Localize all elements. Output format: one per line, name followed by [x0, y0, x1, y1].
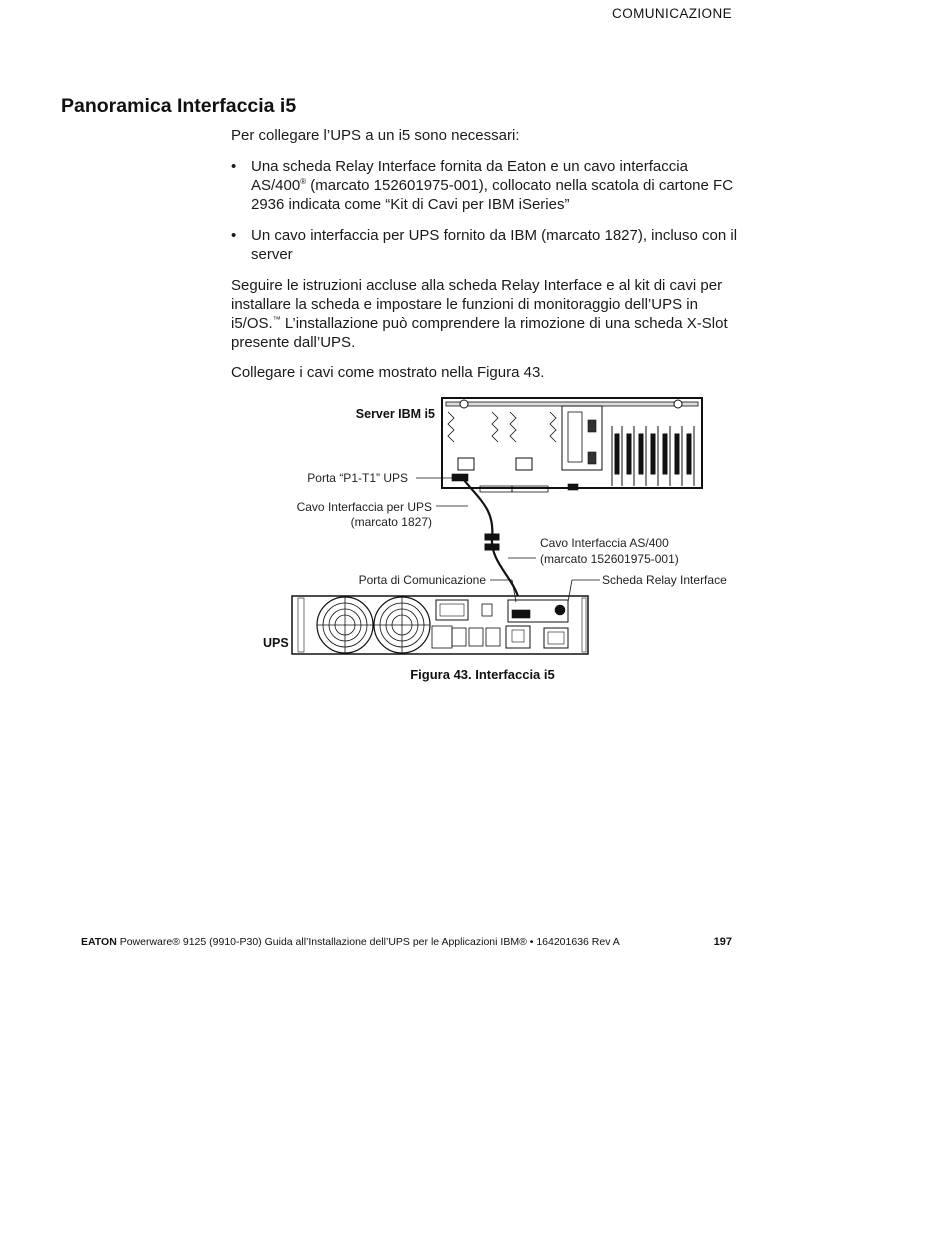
running-header: COMUNICAZIONE	[612, 6, 732, 21]
cables	[464, 480, 522, 614]
label-as400-line1: Cavo Interfaccia AS/400	[540, 536, 669, 550]
list-item-text-a: Una scheda Relay Interface fornita da Eaton e un cavo interfaccia AS/400	[251, 158, 688, 194]
label-ups-cable-line2: (marcato 1827)	[350, 515, 432, 529]
connect-paragraph: Collegare i cavi come mostrato nella Figura 43.	[231, 364, 545, 381]
label-port: Porta “P1-T1” UPS	[307, 471, 408, 485]
list-item	[231, 226, 741, 264]
intro-paragraph: Per collegare l’UPS a un i5 sono necessari:	[231, 127, 520, 144]
trademark-mark: ™	[272, 315, 281, 324]
label-as400-line2: (marcato 152601975-001)	[540, 552, 679, 566]
footer-brand: EATON	[81, 936, 117, 948]
server-chassis	[442, 398, 702, 492]
ups-unit	[292, 596, 588, 654]
section-title: Panoramica Interfaccia i5	[61, 95, 297, 117]
label-ups: UPS	[263, 636, 289, 650]
footer-text: Powerware® 9125 (9910-P30) Guida all’Installazione dell’UPS per le Applicazioni IBM® • 164201636 Rev A	[119, 936, 620, 948]
instructions-text-a: Seguire le istruzioni accluse alla scheda Relay Interface e al kit di cavi per installare la scheda e impostare le funzioni di monitoraggio dell’UPS in i5/OS.	[231, 277, 723, 332]
bullet-dot: •	[231, 158, 237, 175]
list-item-text-a: Un cavo interfaccia per UPS fornito da IBM (marcato 1827), incluso con il server	[251, 227, 738, 263]
page-footer	[81, 936, 620, 948]
label-comm-port: Porta di Comunicazione	[358, 573, 486, 587]
label-ups-cable-line1: Cavo Interfaccia per UPS	[296, 500, 432, 514]
instructions-paragraph	[231, 276, 741, 352]
figure-caption: Figura 43. Interfaccia i5	[410, 667, 555, 682]
label-server: Server IBM i5	[355, 407, 435, 421]
label-relay-card: Scheda Relay Interface	[602, 573, 727, 587]
list-item-text-b: (marcato 152601975-001), collocato nella scatola di cartone FC 2936 indicata come “Kit di Cavi per IBM iSeries”	[251, 177, 734, 213]
bullet-dot: •	[231, 227, 237, 244]
i5-connection-diagram	[250, 390, 730, 670]
page-number: 197	[713, 936, 732, 948]
instructions-text-b: L’installazione può comprendere la rimozione di una scheda X-Slot presente dall’UPS.	[231, 315, 728, 351]
list-item	[231, 157, 741, 214]
registered-mark: ®	[300, 177, 307, 186]
requirements-list	[231, 157, 741, 276]
